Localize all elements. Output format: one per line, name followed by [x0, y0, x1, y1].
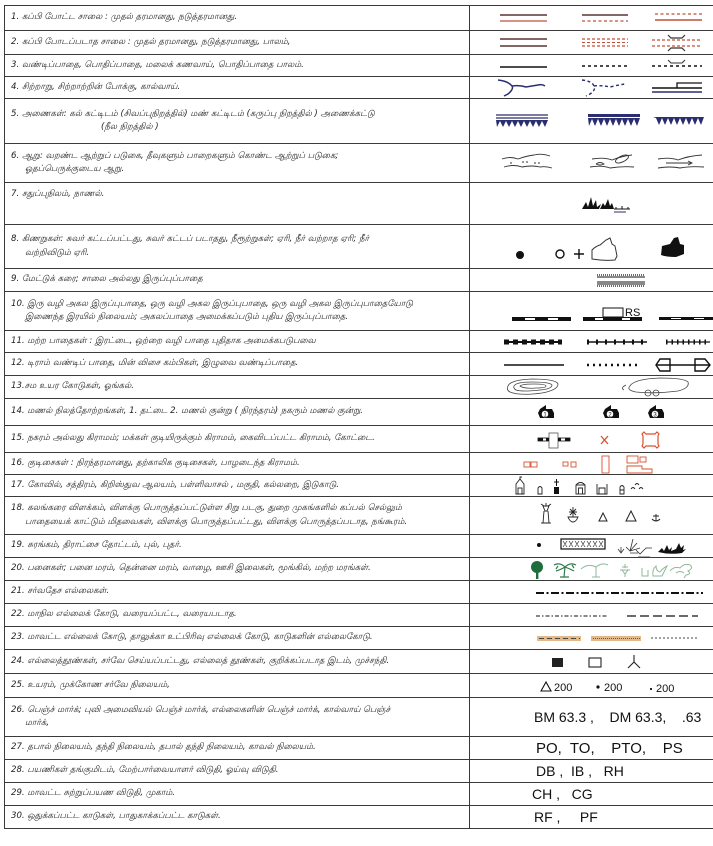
legend-row-1 — [5, 6, 713, 31]
mosque-icon — [576, 482, 585, 494]
legend-symbols — [470, 426, 713, 453]
metalled-road-second-class-icon — [582, 15, 628, 21]
bridge-icon — [652, 35, 702, 51]
row-text: வண்டிப்பாதை, பொதிப்பாதை, மலைக் கணவாய், பொதிப்பாதை பாலம். — [21, 59, 304, 70]
temple-icon — [516, 477, 524, 494]
row-text: டிராம் வண்டிப் பாதை, மின் விசை கம்பிகள், இழுவை வண்டிப்பாதை. — [27, 358, 299, 369]
legend-row-3 — [5, 55, 713, 77]
legend-symbols — [470, 6, 713, 31]
row-text: கலங்கரை விளக்கம், விளக்கு பொருத்தப்பட்டுள்ள சிறு படகு, துறை முகங்களில் கப்பல் செல்லும் — [27, 503, 402, 514]
legend-description — [5, 581, 470, 604]
buoy-lighted-icon — [599, 513, 607, 521]
broad-gauge-double-icon — [512, 317, 571, 321]
legend-symbols — [470, 604, 713, 627]
deserted-village-icon — [601, 436, 608, 444]
row-number: 16. — [11, 457, 25, 468]
scrub-icon — [658, 543, 686, 554]
row-text: அணைகள்: கல் கட்டிடம் (சிவப்புநிறத்தில்) மண் கட்டிடம் (கருப்பு நிறத்தில் ) அணைக்கட்டு — [21, 108, 375, 119]
triangulation-station-icon — [541, 682, 572, 694]
legend-description — [5, 475, 470, 497]
graves-icon — [631, 483, 643, 489]
legend-description — [5, 399, 470, 426]
legend-description — [5, 783, 470, 806]
circuit-house-codes: CH , CG — [470, 783, 713, 806]
height-value: 200 — [604, 681, 623, 694]
legend-description — [5, 453, 470, 475]
stream-course-icon — [582, 80, 625, 96]
church-icon — [554, 479, 559, 494]
row-text: கிணறுகள்: சுவர் கட்டப்பட்டது, சுவர் கட்டப் படாதது, நீரூற்றுகள்; ஏரி, நீர் வற்றாத ஏரி; நீர் — [21, 234, 369, 245]
legend-symbols — [470, 399, 713, 426]
legend-symbols — [470, 497, 713, 535]
boundary-pillar-icon — [552, 658, 563, 667]
legend-description — [5, 99, 470, 144]
dune-number: 1 — [543, 412, 547, 418]
dry-river-bed-icon — [502, 154, 552, 168]
legend-row-12 — [5, 353, 713, 376]
legend-table — [4, 5, 713, 829]
legend-symbols — [470, 535, 713, 558]
legend-description — [5, 183, 470, 225]
legend-row-22 — [5, 604, 713, 627]
legend-row-29 — [5, 783, 713, 806]
chhatri-icon — [538, 486, 542, 494]
row-number: 19. — [11, 540, 25, 551]
legend-row-23 — [5, 627, 713, 650]
legend-row-11 — [5, 331, 713, 353]
huts-temporary-icon — [563, 462, 576, 467]
district-boundary-icon — [537, 636, 581, 641]
row-number: 15. — [11, 433, 25, 444]
survey-pillar-icon — [589, 658, 601, 667]
legend-row-2 — [5, 31, 713, 55]
contours-icon — [507, 379, 558, 394]
other-trees-icon — [670, 564, 692, 578]
sand-dune-permanent-icon — [603, 405, 619, 419]
row-number: 11. — [11, 335, 25, 346]
legend-symbols — [470, 353, 713, 376]
anchorage-icon — [652, 514, 660, 521]
buoy-unlighted-icon — [626, 511, 636, 521]
row-number: 9. — [11, 274, 20, 285]
legend-row-7 — [5, 183, 713, 225]
legend-description — [5, 806, 470, 829]
well-lined-icon — [516, 251, 524, 259]
idgah-icon — [597, 484, 607, 494]
row-number: 18. — [11, 503, 25, 514]
row-number: 23. — [11, 632, 25, 643]
row-text: தபால் நிலையம், தந்தி நிலையம், தபால் தந்தி நிலையம், காவல் நிலையம். — [27, 742, 316, 753]
row-number: 7. — [11, 189, 20, 199]
pass-bridge-icon — [652, 60, 702, 66]
conifer-icon — [620, 564, 630, 577]
row-number: 30. — [11, 811, 25, 822]
row-text: சர்வதேச எல்லைகள். — [27, 586, 110, 597]
dune-number: 2 — [608, 412, 612, 418]
legend-row-14 — [5, 399, 713, 426]
legend-symbols — [470, 55, 713, 77]
legend-symbols — [470, 674, 713, 698]
row-number: 21. — [11, 586, 25, 597]
lightship-icon — [568, 507, 578, 522]
tree-icon — [531, 561, 543, 579]
dry-tank-icon — [592, 238, 617, 260]
row-text: குடிசைகள் : நிரந்தரமானது, தற்காலிக குடிசைகள், பாழடைந்த கிராமம். — [27, 457, 300, 468]
row-number: 5. — [11, 108, 20, 119]
row-text: ஆறு: வறண்ட ஆற்றுப் படுகை, தீவுகளும் பாறைகளும் கொண்ட ஆற்றுப் படுகை; — [21, 150, 339, 161]
benchmark-codes: BM 63.3 , DM 63.3, .63 — [470, 698, 713, 737]
ruined-village-icon — [602, 456, 609, 473]
row-number: 25. — [11, 679, 25, 690]
legend-description — [5, 31, 470, 55]
cliffs-icon — [622, 378, 688, 396]
legend-symbols — [470, 269, 713, 292]
row-text: நகரம் அல்லது கிராமம்; மக்கள் குடியிருக்கும் கிராமம், கைவிடப்பட்ட கிராமம், கோட்டை. — [27, 433, 375, 444]
approx-height-icon — [650, 683, 674, 695]
legend-description — [5, 698, 470, 737]
legend-description — [5, 737, 470, 760]
legend-row-9 — [5, 269, 713, 292]
legend-symbols — [470, 144, 713, 183]
legend-row-15 — [5, 426, 713, 453]
legend-row-13 — [5, 376, 713, 399]
legend-row-30 — [5, 806, 713, 829]
mine-icon — [537, 543, 541, 547]
well-unlined-spring-icon — [556, 249, 584, 259]
tri-junction-icon — [628, 655, 640, 668]
grass-icon — [618, 539, 652, 557]
row-text: மாவட்ட சுற்றுப்பயண விடுதி, முகாம். — [27, 788, 176, 799]
legend-row-26 — [5, 698, 713, 737]
legend-symbols — [470, 183, 713, 225]
taluk-boundary-icon — [591, 636, 641, 641]
legend-description — [5, 269, 470, 292]
unmetalled-road-second-class-icon — [582, 39, 628, 46]
legend-row-10 — [5, 292, 713, 331]
row-text: பெஞ்ச் மார்க்; புவி அமைவியல் பெஞ்ச் மார்க், எல்லைகளின் பெஞ்ச் மார்க், கால்வாய் பெஞ்ச் — [27, 704, 391, 715]
metalled-road-first-class-icon — [500, 15, 547, 21]
station-label: RS — [625, 307, 641, 319]
row-text: உயரம், முக்கோண சர்வே நிலையம், — [27, 679, 170, 690]
row-number: 2. — [11, 36, 20, 47]
row-number: 24. — [11, 655, 25, 666]
row-number: 27. — [11, 742, 25, 753]
legend-row-4 — [5, 77, 713, 99]
row-number: 10. — [11, 298, 25, 309]
legend-description — [5, 674, 470, 698]
row-number: 4. — [11, 81, 20, 92]
row-text-continued: வற்றிவிடும் ஏரி. — [25, 247, 90, 258]
legend-symbols — [470, 331, 713, 353]
town-village-icon — [538, 433, 570, 448]
row-text: மணல் நிலத்தோற்றங்கள், 1. தட்டை 2. மணல் குன்று ( நிரந்தரம்) நகரும் மணல் குன்று. — [27, 406, 364, 417]
sand-dune-shifting-icon — [648, 405, 664, 419]
legend-description — [5, 558, 470, 581]
row-number: 13. — [11, 381, 25, 392]
legend-description — [5, 497, 470, 535]
legend-symbols — [470, 558, 713, 581]
rest-house-codes: DB , IB , RH — [470, 760, 713, 783]
legend-row-17 — [5, 475, 713, 497]
sand-flat-icon — [538, 405, 554, 419]
legend-symbols — [470, 31, 713, 55]
stream-icon — [498, 80, 545, 96]
legend-row-16 — [5, 453, 713, 475]
legend-symbols — [470, 453, 713, 475]
row-text: கப்பி போட்ட சாலை : முதல் தரமானது, நடுத்தரமானது. — [21, 12, 238, 23]
row-text: மாநில எல்லைக் கோடு, வரையப்பட்ட, வரையபடாத. — [27, 609, 237, 620]
row-number: 28. — [11, 765, 25, 776]
legend-symbols — [470, 77, 713, 99]
fort-icon — [642, 432, 659, 448]
forest-codes: RF , PF — [470, 806, 713, 829]
legend-row-18 — [5, 497, 713, 535]
row-number: 1. — [11, 12, 20, 23]
dune-number: 3 — [653, 412, 657, 418]
row-number: 29. — [11, 788, 25, 799]
railway-under-construction-icon — [659, 317, 713, 320]
legend-row-19 — [5, 535, 713, 558]
dam-earthwork-icon — [588, 114, 640, 126]
legend-symbols — [470, 292, 713, 331]
tomb-icon — [620, 485, 624, 494]
row-text: சுரங்கம், திராட்சை தோட்டம், புல், புதர். — [27, 540, 182, 551]
row-number: 3. — [11, 59, 20, 70]
ruined-building-icon — [627, 456, 652, 473]
legend-description — [5, 55, 470, 77]
row-text: பனைகள்; பனை மரம், தென்னை மரம், வாழை, ஊசி இலைகள், மூங்கில், மற்ற மரங்கள். — [27, 563, 371, 574]
row-text: மாவட்ட எல்லைக் கோடு, தாலுக்கா உட்பிரிவு எல்லைக் கோடு, காடுகளின் எல்லைகோடு. — [27, 632, 373, 643]
legend-description — [5, 760, 470, 783]
tidal-river-icon — [658, 155, 704, 168]
legend-row-8 — [5, 225, 713, 269]
row-text: எல்லைத்தூண்கள், சர்வே செய்யப்பட்டது, எல்லைத் தூண்கள், குறிக்கப்படாத இடம், முச்சந்தி. — [27, 655, 390, 666]
perennial-tank-icon — [661, 237, 684, 257]
legend-row-25 — [5, 674, 713, 698]
canal-icon — [652, 83, 702, 92]
legend-row-6 — [5, 144, 713, 183]
legend-description — [5, 535, 470, 558]
weir-icon — [653, 117, 704, 125]
legend-symbols — [470, 475, 713, 497]
huts-permanent-icon — [524, 462, 537, 467]
legend-row-28 — [5, 760, 713, 783]
river-with-islands-icon — [590, 153, 634, 168]
legend-description — [5, 426, 470, 453]
row-number: 17. — [11, 479, 25, 490]
row-text: சதுப்புநிலம், நாணல். — [21, 189, 105, 199]
legend-description — [5, 650, 470, 674]
row-text-continued: மார்க், — [25, 718, 50, 728]
legend-row-21 — [5, 581, 713, 604]
metalled-road-dashed-icon — [655, 14, 702, 20]
legend-description — [5, 6, 470, 31]
legend-description — [5, 292, 470, 331]
swamp-reeds-icon — [582, 197, 630, 212]
railway-station-icon — [583, 307, 642, 321]
row-text: கோவில், சத்திரம், கிறிஸ்துவ ஆலயம், பள்ளிவாசல் , மகுதி, கல்லறை, இடுகாடு. — [27, 479, 339, 490]
plantain-icon — [581, 563, 608, 576]
row-number: 6. — [11, 150, 20, 161]
row-text: இரு வழி அகல இருப்புபாதை, ஒரு வழி அகல இருப்புபாதை, ஒரு வழி அகல இருப்புபாதையோடு — [27, 298, 413, 309]
dam-masonry-icon — [496, 115, 548, 127]
legend-row-24 — [5, 650, 713, 674]
row-number: 14. — [11, 406, 25, 417]
legend-description — [5, 144, 470, 183]
embankment-icon — [597, 275, 645, 286]
ropeway-icon — [656, 359, 710, 371]
legend-description — [5, 77, 470, 99]
legend-symbols — [470, 581, 713, 604]
legend-symbols — [470, 99, 713, 144]
height-value: 200 — [656, 682, 675, 695]
row-text: மற்ற பாதைகள் : இரட்டை, ஒற்றை வழி பாதை புதிதாக அமைக்கபடுபவை — [27, 335, 316, 346]
row-text: சிற்றாறு, சிற்றாற்றின் போக்கு, கால்வாய். — [21, 81, 181, 92]
row-text: பயணிகள் தங்குமிடம், மேற்பார்வையாளர் விடுதி, ஓய்வு விடுதி. — [27, 765, 279, 776]
row-text-continued: இணைந்த இரயில் நிலையம்; அகலப்பாதை அமைக்கப்படும் புதிய இருப்புப்பாதை. — [25, 312, 349, 322]
legend-row-5 — [5, 99, 713, 144]
legend-row-20 — [5, 558, 713, 581]
legend-description — [5, 331, 470, 353]
unmetalled-road-first-class-icon — [500, 39, 547, 46]
row-text: சம உயர கோடுகள், ஓங்கல். — [24, 381, 134, 392]
row-text: மேட்டுக் கரை; சாலை அல்லது இருப்புப்பாதை — [21, 274, 203, 285]
row-text-continued: பாதையைக் காட்டும் மிதவைகள், விளக்கு பொருத்தப்பட்டது, விளக்கு பொருத்தப்படாத, நங்கூரம். — [25, 516, 408, 527]
post-office-codes: PO, TO, PTO, PS — [470, 737, 713, 760]
row-text-continued: ஓதப்பெருக்குடைய ஆறு. — [25, 164, 125, 174]
height-value: 200 — [554, 681, 573, 694]
legend-symbols — [470, 650, 713, 674]
row-text-continued: (நீல நிறத்தில் ) — [101, 122, 159, 132]
legend-description — [5, 627, 470, 650]
row-text: ஒதுக்கப்பட்ட காடுகள், பாதுகாக்கப்பட்ட காடுகள். — [27, 811, 221, 822]
row-number: 20. — [11, 563, 25, 574]
row-number: 8. — [11, 234, 20, 245]
lighthouse-icon — [541, 503, 551, 523]
legend-row-27 — [5, 737, 713, 760]
bamboo-icon — [642, 566, 667, 576]
legend-description — [5, 376, 470, 399]
spot-height-icon — [596, 682, 622, 694]
row-number: 22. — [11, 609, 25, 620]
legend-symbols — [470, 225, 713, 269]
row-text: கப்பி போடப்படாத சாலை : முதல் தரமானது, நடுத்தரமானது, பாலம், — [21, 36, 291, 47]
vine-on-trellis-icon — [561, 539, 605, 549]
legend-description — [5, 353, 470, 376]
legend-symbols — [470, 627, 713, 650]
legend-description — [5, 225, 470, 269]
row-number: 26. — [11, 704, 25, 715]
legend-symbols — [470, 376, 713, 399]
row-number: 12. — [11, 358, 25, 369]
legend-description — [5, 604, 470, 627]
palm-icon — [554, 563, 576, 576]
